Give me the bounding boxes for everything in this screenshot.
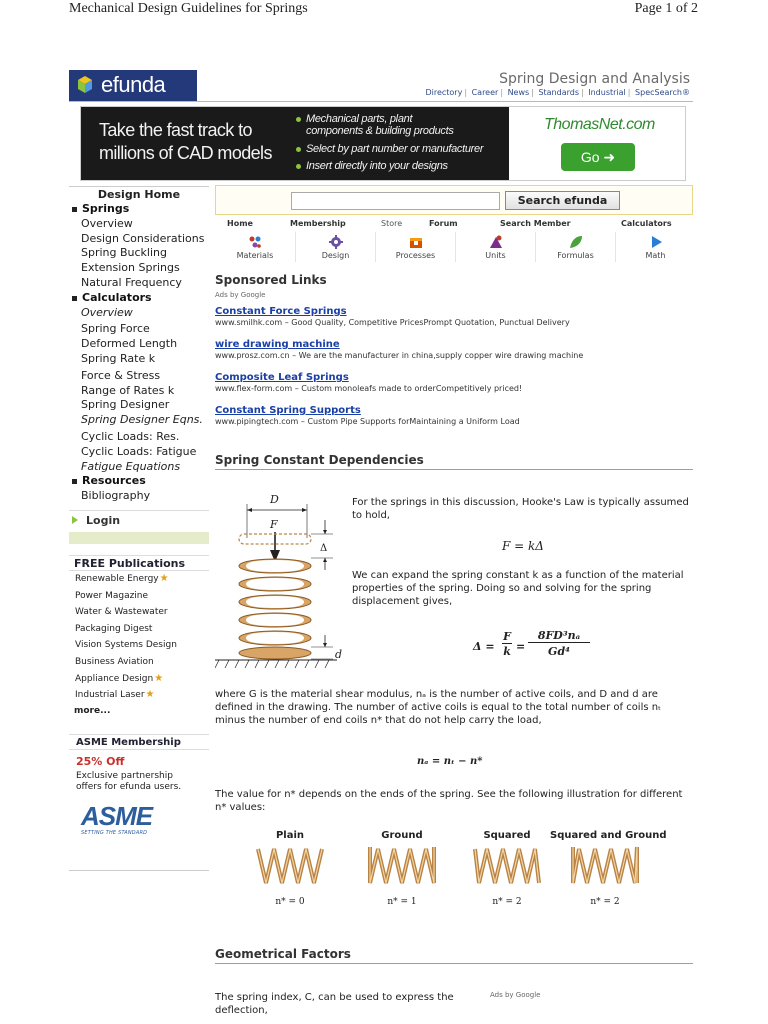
ad-description: www.pipingtech.com – Custom Pipe Supports forMaintaining a Uniform Load <box>215 417 520 426</box>
ad-url: www.prosz.com.cn <box>215 351 290 360</box>
sidebar-item-cyclic-res[interactable]: Cyclic Loads: Res. <box>81 429 180 443</box>
sidebar-section-springs[interactable] <box>69 202 209 217</box>
end-type-value: n* = 1 <box>387 897 417 907</box>
ad-desc-text: Good Quality, Competitive PricesPrompt Quotation, Punctual Delivery <box>291 318 570 327</box>
banner-bullet <box>296 158 483 175</box>
top-link-directory[interactable]: Directory <box>425 88 463 97</box>
units-icon <box>488 234 504 250</box>
sidebar-item-spring-designer-eqns[interactable]: Spring Designer Eqns. <box>81 413 203 427</box>
banner-go-button[interactable]: Go ➜ <box>561 143 635 171</box>
sidebar-item-spring-force[interactable]: Spring Force <box>81 322 150 336</box>
ad-desc-text: Custom monoleafs made to orderCompetitively priced! <box>301 384 523 393</box>
end-type-ground <box>352 830 452 907</box>
ad-title-link[interactable]: Constant Force Springs <box>215 306 347 317</box>
top-link-industrial[interactable]: Industrial <box>588 88 626 97</box>
hookes-law-intro: For the springs in this discussion, Hooke's Law is typically assumed to hold, <box>352 497 689 521</box>
sidebar <box>69 186 209 839</box>
category-label: Processes <box>395 251 436 260</box>
ad-desc-text: Custom Pipe Supports forMaintaining a Uniform Load <box>307 417 520 426</box>
end-type-value: n* = 2 <box>492 897 522 907</box>
sidebar-item-design-considerations[interactable]: Design Considerations <box>81 231 205 245</box>
publication-label: Business Aviation <box>75 656 154 667</box>
eq2-rhs-num: 8FD³nₐ <box>528 629 590 643</box>
coil-plain-icon <box>254 841 326 891</box>
label-delta: Δ <box>320 543 328 554</box>
banner-bullet-text: Select by part number or manufacturer <box>306 143 484 155</box>
equation-displacement: Δ = F k = 8FD³nₐ Gd⁴ <box>473 626 593 666</box>
publications-title: FREE Publications <box>69 555 209 571</box>
end-type-name: Ground <box>381 830 423 841</box>
ad-description: www.flex-form.com – Custom monoleafs made to orderCompetitively priced! <box>215 384 523 393</box>
site-title: Spring Design and Analysis <box>499 71 690 87</box>
label-d: d <box>335 648 343 661</box>
sponsored-ad[interactable] <box>215 339 695 360</box>
sponsored-ad[interactable] <box>215 372 695 393</box>
end-type-name: Squared <box>483 830 531 841</box>
cube-logo-icon <box>74 74 96 96</box>
end-type-value: n* = 0 <box>275 897 305 907</box>
sidebar-section-label: Resources <box>82 474 146 488</box>
eq2-mid-num: F <box>503 630 511 643</box>
processes-icon <box>408 234 424 250</box>
ad-url: www.pipingtech.com <box>215 417 299 426</box>
end-type-squared-ground <box>550 830 667 907</box>
asme-title: ASME Membership <box>69 734 209 750</box>
publication-label: Vision Systems Design <box>75 640 177 651</box>
category-label: Design <box>321 251 350 260</box>
banner-bullet-text: Insert directly into your designs <box>306 160 448 172</box>
top-link-standards[interactable]: Standards <box>538 88 579 97</box>
banner-ad[interactable] <box>80 106 686 181</box>
geometrical-text: The spring index, C, can be used to express the deflection, <box>215 992 454 1016</box>
banner-bullet-cont-text: components & building products <box>306 125 454 137</box>
publications-list <box>69 571 209 704</box>
sidebar-item-bibliography[interactable]: Bibliography <box>81 489 151 503</box>
category-label: Materials <box>236 251 274 260</box>
sidebar-item-spring-rate[interactable]: Spring Rate k <box>81 351 156 365</box>
category-icons <box>215 232 693 262</box>
category-label: Math <box>645 251 666 260</box>
math-play-icon <box>648 234 664 250</box>
publication-label: Appliance Design <box>75 673 154 684</box>
bullet-square-icon <box>72 296 77 301</box>
sidebar-section-resources[interactable] <box>69 474 209 489</box>
formulas-leaf-icon <box>568 234 584 250</box>
asme-logo[interactable] <box>77 801 177 839</box>
search-input[interactable] <box>291 192 500 210</box>
ad-title-link[interactable]: Constant Spring Supports <box>215 405 361 416</box>
end-type-squared <box>462 830 552 907</box>
sidebar-item-calc-overview[interactable]: Overview <box>81 305 133 319</box>
category-design[interactable] <box>295 232 375 262</box>
nav-search-member[interactable]: Search Member <box>500 219 571 228</box>
publication-item[interactable] <box>69 654 209 671</box>
publication-item[interactable] <box>69 687 209 704</box>
ad-url: www.flex-form.com <box>215 384 293 393</box>
star-icon: ★ <box>145 689 155 701</box>
nav-home[interactable]: Home <box>227 219 253 228</box>
asme-logo-tag: SETTING THE STANDARD <box>81 829 148 836</box>
bullet-dot-icon <box>296 147 301 152</box>
ad-url: www.smilhk.com <box>215 318 283 327</box>
ads-by-google-bottom[interactable]: Ads by Google <box>490 991 541 999</box>
banner-right <box>509 107 685 180</box>
sidebar-item-range-of-rates[interactable]: Range of Rates k <box>81 383 175 397</box>
expand-text: We can expand the spring constant k as a function of the material properties of the spring. Doing so and solving for the spring displacement gives, <box>352 570 684 607</box>
publication-item[interactable] <box>69 671 209 688</box>
eq2-lhs: Δ = <box>473 640 495 653</box>
label-F: F <box>270 518 278 531</box>
publication-label: Power Magazine <box>75 590 149 601</box>
publication-item[interactable] <box>69 621 209 638</box>
n-star-text: The value for n* depends on the ends of the spring. See the following illustration for different n* values: <box>215 789 683 813</box>
equation-hookes-law: F = kΔ <box>502 539 544 553</box>
category-label: Formulas <box>557 251 594 260</box>
search-button[interactable]: Search efunda <box>505 191 620 210</box>
nav-store[interactable]: Store <box>381 219 403 228</box>
star-icon: ★ <box>154 672 164 684</box>
sidebar-section-calculators[interactable] <box>69 291 209 306</box>
banner-bullet-cont <box>296 125 483 137</box>
end-type-name: Plain <box>275 830 305 841</box>
page-number: Page 1 of 2 <box>634 1 698 16</box>
design-gear-icon <box>328 234 344 250</box>
publication-label: Water & Wastewater <box>75 607 168 618</box>
publications-more-link[interactable]: more... <box>74 705 111 716</box>
star-icon: ★ <box>159 572 169 584</box>
asme-logo-word: ASME <box>81 800 153 831</box>
sidebar-design-home[interactable]: Design Home <box>69 186 209 202</box>
category-materials[interactable] <box>215 232 295 262</box>
bullet-dot-icon <box>296 117 301 122</box>
ad-description: www.smilhk.com – Good Quality, Competitive PricesPrompt Quotation, Punctual Delivery <box>215 318 570 327</box>
bullet-dot-icon <box>296 164 301 169</box>
logo-text: efunda <box>101 72 166 97</box>
top-link-career[interactable]: Career <box>471 88 499 97</box>
category-processes[interactable] <box>375 232 455 262</box>
geometrical-factors-title: Geometrical Factors <box>215 947 693 964</box>
category-math[interactable] <box>615 232 695 262</box>
publication-item[interactable] <box>69 604 209 621</box>
end-type-plain <box>240 830 340 907</box>
ad-description: www.prosz.com.cn – We are the manufacturer in china,supply copper wire drawing machine <box>215 351 584 360</box>
sidebar-bottom-divider <box>69 870 209 871</box>
sidebar-item-spring-designer[interactable]: Spring Designer <box>81 398 170 412</box>
publication-item[interactable] <box>69 588 209 605</box>
top-link-news[interactable]: News <box>507 88 530 97</box>
spring-constant-title: Spring Constant Dependencies <box>215 453 693 470</box>
publication-label: Packaging Digest <box>75 623 153 634</box>
nav-forum[interactable]: Forum <box>429 219 458 228</box>
top-links: Directory | Career | News | Standards | Industrial | SpecSearch® <box>425 88 690 97</box>
equation-active-coils: nₐ = nₜ − n* <box>417 756 483 767</box>
bullet-square-icon <box>72 479 77 484</box>
bullet-square-icon <box>72 207 77 212</box>
banner-bullet <box>296 141 483 158</box>
end-type-value: n* = 2 <box>590 897 620 907</box>
publication-item[interactable] <box>69 571 209 588</box>
login-link[interactable] <box>69 510 209 530</box>
nav-membership[interactable]: Membership <box>290 219 346 228</box>
ad-title-link[interactable]: Composite Leaf Springs <box>215 372 349 383</box>
sponsored-ad[interactable] <box>215 405 695 426</box>
sidebar-item-fatigue-equations[interactable]: Fatigue Equations <box>81 459 181 473</box>
publication-item[interactable] <box>69 637 209 654</box>
sidebar-item-overview[interactable]: Overview <box>81 216 133 230</box>
header-divider <box>69 101 693 102</box>
where-text: where G is the material shear modulus, nₐ is the number of active coils, and D and d are defined in the drawing. The number of active coils is equal to the total number of coils nₜ minus the number of end coils n* that do not help carry the load, <box>215 689 662 726</box>
sidebar-section-label: Calculators <box>82 290 152 304</box>
end-type-name: Squared and Ground <box>550 830 667 841</box>
efunda-logo[interactable] <box>69 70 197 102</box>
banner-bullet-text: Mechanical parts, plant <box>306 113 413 125</box>
spring-diagram <box>215 490 345 675</box>
sidebar-section-label: Springs <box>82 202 130 215</box>
category-units[interactable] <box>455 232 535 262</box>
eq2-mid-den: k <box>503 645 511 658</box>
banner-left <box>81 107 509 180</box>
main-nav <box>215 217 693 231</box>
nav-calculators[interactable]: Calculators <box>621 219 672 228</box>
coil-ground-icon <box>366 841 438 891</box>
top-link-specsearch[interactable]: SpecSearch® <box>635 88 690 97</box>
category-formulas[interactable] <box>535 232 615 262</box>
print-header <box>0 0 768 22</box>
sidebar-item-cyclic-fatigue[interactable]: Cyclic Loads: Fatigue <box>81 444 197 458</box>
coil-squared-icon <box>471 841 543 891</box>
sidebar-item-spring-buckling[interactable]: Spring Buckling <box>81 246 167 260</box>
ads-by-google[interactable]: Ads by Google <box>215 291 266 299</box>
login-bar <box>69 532 209 544</box>
arrow-right-icon <box>72 516 78 524</box>
sponsored-ad[interactable] <box>215 306 695 327</box>
sidebar-item-natural-frequency[interactable]: Natural Frequency <box>81 275 182 289</box>
spring-end-types <box>240 830 670 920</box>
eq2-rhs-den: Gd⁴ <box>548 645 570 658</box>
asme-description: Exclusive partnership offers for efunda users. <box>76 770 182 792</box>
category-label: Units <box>485 251 506 260</box>
coil-squared-ground-icon <box>569 841 641 891</box>
banner-headline: Take the fast track to millions of CAD models <box>99 120 272 163</box>
publication-label: Industrial Laser <box>75 690 145 701</box>
publication-label: Renewable Energy <box>75 573 159 584</box>
asme-offer: 25% Off <box>76 754 125 768</box>
sidebar-item-deformed-length[interactable]: Deformed Length <box>81 337 178 351</box>
ad-title-link[interactable]: wire drawing machine <box>215 339 340 350</box>
print-title: Mechanical Design Guidelines for Springs <box>69 1 308 16</box>
sponsored-links-title: Sponsored Links <box>215 273 327 287</box>
search-bar <box>215 185 693 215</box>
materials-icon <box>247 234 263 250</box>
banner-bullets <box>296 111 483 175</box>
ad-desc-text: We are the manufacturer in china,supply copper wire drawing machine <box>298 351 584 360</box>
sidebar-item-extension-springs[interactable]: Extension Springs <box>81 261 180 275</box>
sidebar-item-force-stress[interactable]: Force & Stress <box>81 368 161 382</box>
banner-brand: ThomasNet.com <box>544 116 655 133</box>
label-D: D <box>270 493 279 506</box>
login-label: Login <box>86 513 121 527</box>
